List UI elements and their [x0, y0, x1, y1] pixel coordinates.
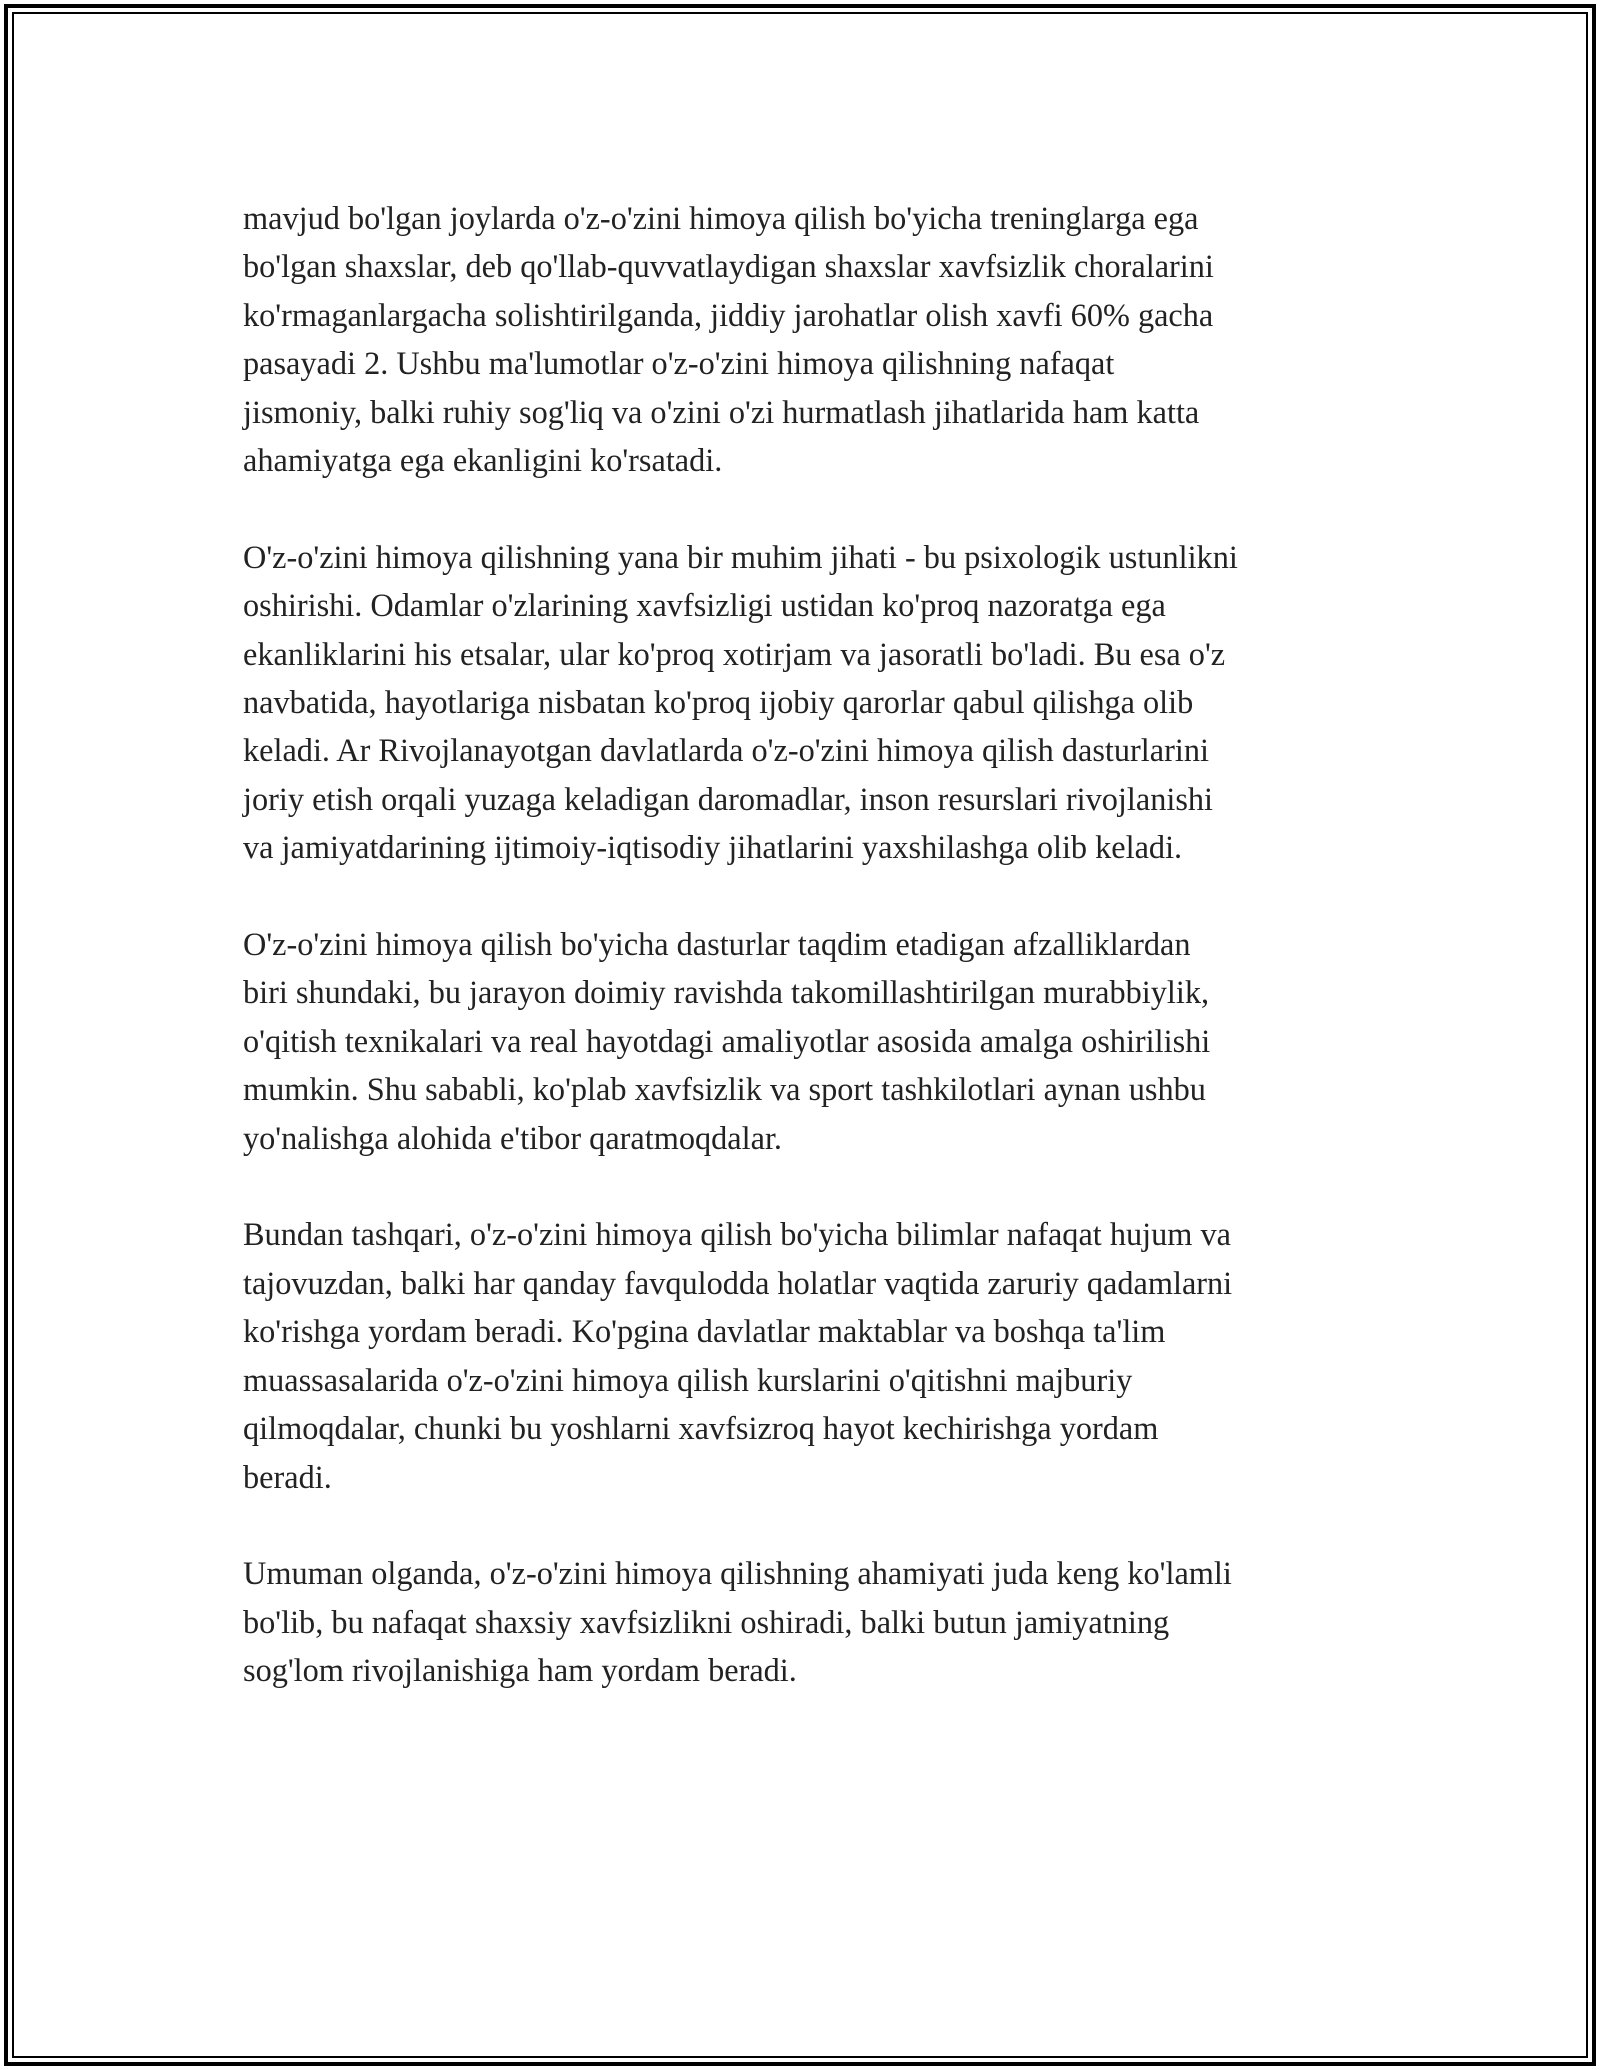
text-line: ko'rishga yordam beradi. Ko'pgina davlatlar maktablar va boshqa ta'lim — [243, 1313, 1166, 1350]
paragraph-3 — [243, 920, 1383, 1162]
text-line: joriy etish orqali yuzaga keladigan daromadlar, inson resurslari rivojlanishi — [243, 780, 1214, 817]
text-line: mavjud bo'lgan joylarda o'z-o'zini himoya qilish bo'yicha treninglarga ega — [243, 200, 1199, 236]
paragraph-1 — [243, 194, 1383, 484]
text-line: navbatida, hayotlariga nisbatan ko'proq ijobiy qarorlar qabul qilishga olib — [243, 684, 1194, 721]
text-line: va jamiyatdarining ijtimoiy-iqtisodiy jihatlarini yaxshilashga olib keladi. — [243, 829, 1183, 866]
text-line: biri shundaki, bu jarayon doimiy ravishda takomillashtirilgan murabbiylik, — [243, 974, 1210, 1011]
text-line: tajovuzdan, balki har qanday favqulodda holatlar vaqtida zaruriy qadamlarni — [243, 1264, 1233, 1301]
text-line: O'z-o'zini himoya qilish bo'yicha dasturlar taqdim etadigan afzalliklardan — [243, 926, 1191, 963]
text-line: oshirishi. Odamlar o'zlarining xavfsizligi ustidan ko'proq nazoratga ega — [243, 587, 1166, 624]
text-line: muassasalarida o'z-o'zini himoya qilish kurslarini o'qitishni majburiy — [243, 1361, 1133, 1398]
paragraph-2 — [243, 533, 1383, 872]
text-line: Umuman olganda, o'z-o'zini himoya qilishning ahamiyati juda keng ko'lamli — [243, 1555, 1232, 1592]
text-line: yo'nalishga alohida e'tibor qaratmoqdalar. — [243, 1119, 782, 1156]
text-line: bo'lib, bu nafaqat shaxsiy xavfsizlikni oshiradi, balki butun jamiyatning — [243, 1603, 1170, 1640]
text-line: Bundan tashqari, o'z-o'zini himoya qilish bo'yicha bilimlar nafaqat hujum va — [243, 1216, 1231, 1253]
text-line: beradi. — [243, 1458, 332, 1495]
paragraph-4 — [243, 1210, 1383, 1500]
text-line: bo'lgan shaxslar, deb qo'llab-quvvatlaydigan shaxslar xavfsizlik choralarini — [243, 248, 1214, 285]
text-line: pasayadi 2. Ushbu ma'lumotlar o'z-o'zini himoya qilishning nafaqat — [243, 345, 1115, 382]
text-line: keladi. Ar Rivojlanayotgan davlatlarda o'z-o'zini himoya qilish dasturlarini — [243, 732, 1209, 769]
text-line: qilmoqdalar, chunki bu yoshlarni xavfsizroq hayot kechirishga yordam — [243, 1410, 1159, 1447]
text-line: ahamiyatga ega ekanligini ko'rsatadi. — [243, 442, 723, 479]
text-line: o'qitish texnikalari va real hayotdagi amaliyotlar asosida amalga oshirilishi — [243, 1022, 1211, 1059]
text-line: jismoniy, balki ruhiy sog'liq va o'zini o'zi hurmatlash jihatlarida ham katta — [243, 393, 1200, 430]
text-line: ekanliklarini his etsalar, ular ko'proq xotirjam va jasoratli bo'ladi. Bu esa o'z — [243, 635, 1226, 672]
document-body — [243, 194, 1383, 1743]
text-line: mumkin. Shu sababli, ko'plab xavfsizlik va sport tashkilotlari aynan ushbu — [243, 1071, 1206, 1108]
text-line: sog'lom rivojlanishiga ham yordam beradi. — [243, 1652, 797, 1689]
paragraph-5 — [243, 1549, 1383, 1694]
text-line: ko'rmaganlargacha solishtirilganda, jiddiy jarohatlar olish xavfi 60% gacha — [243, 296, 1214, 333]
text-line: O'z-o'zini himoya qilishning yana bir muhim jihati - bu psixologik ustunlikni — [243, 538, 1238, 575]
page-frame — [4, 4, 1596, 2066]
